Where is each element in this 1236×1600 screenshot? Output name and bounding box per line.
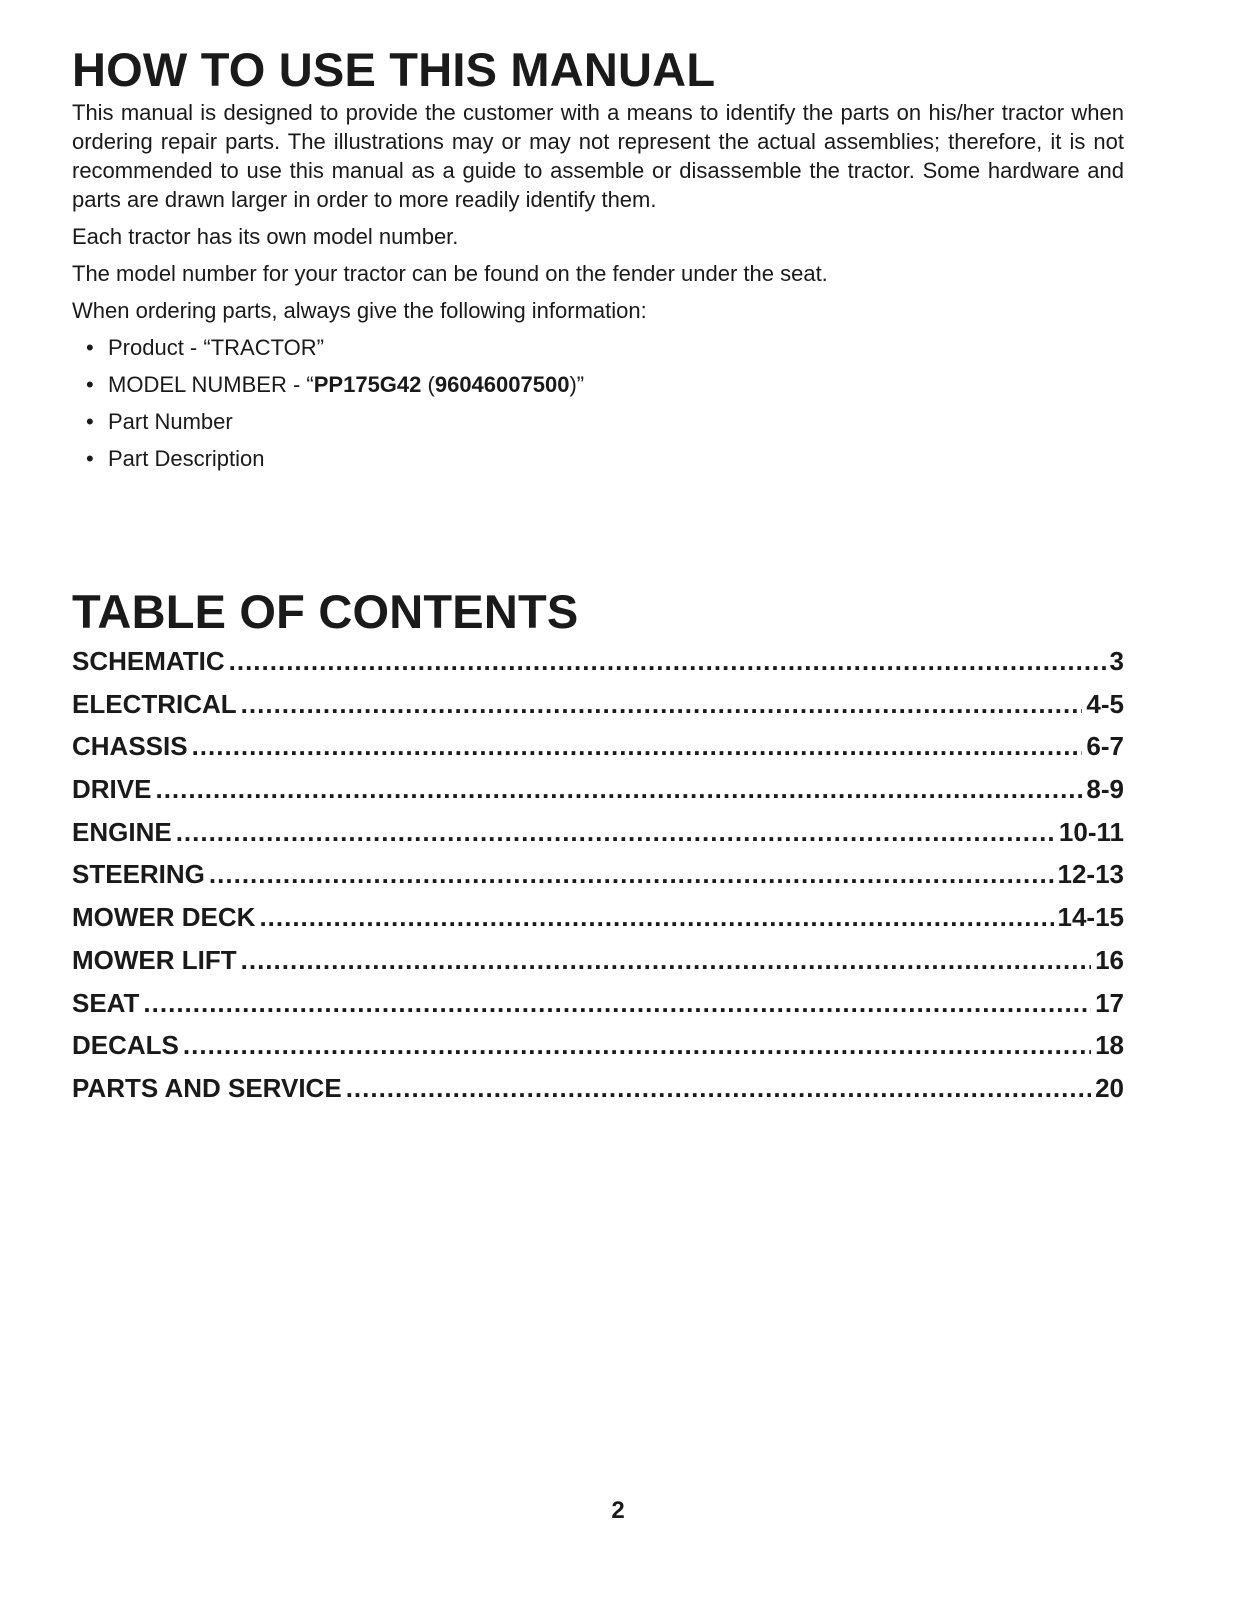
bullet-icon: • bbox=[86, 409, 94, 434]
toc-entry-parts-and-service[interactable] bbox=[72, 1073, 1124, 1116]
toc-leader-dots bbox=[346, 1073, 1091, 1103]
toc-entry-seat[interactable] bbox=[72, 988, 1124, 1031]
how-to-use-section bbox=[72, 44, 1124, 481]
part-description-text: Part Description bbox=[108, 446, 265, 471]
model-number-note: Each tractor has its own model number. bbox=[72, 224, 459, 249]
toc-entry-decals[interactable] bbox=[72, 1030, 1124, 1073]
toc-leader-dots bbox=[143, 988, 1091, 1018]
toc-entry-page: 12-13 bbox=[1057, 859, 1124, 890]
toc-entry-mower-deck[interactable] bbox=[72, 902, 1124, 945]
list-item-model-number bbox=[72, 370, 1124, 399]
toc-entry-title: DRIVE bbox=[72, 774, 152, 805]
toc-entry-page: 14-15 bbox=[1057, 902, 1124, 933]
toc-entry-title: CHASSIS bbox=[72, 731, 188, 762]
toc-entry-page: 17 bbox=[1095, 987, 1124, 1018]
model-paren-close: )” bbox=[569, 372, 585, 397]
ordering-info-list bbox=[72, 333, 1124, 473]
model-location-note: The model number for your tractor can be found on the fender under the seat. bbox=[72, 261, 828, 286]
toc-leader-dots bbox=[192, 731, 1083, 761]
toc-entry-title: STEERING bbox=[72, 859, 205, 890]
toc-entry-electrical[interactable] bbox=[72, 689, 1124, 732]
toc-entry-schematic[interactable] bbox=[72, 646, 1124, 689]
model-serial: 96046007500 bbox=[434, 372, 570, 397]
toc-entry-page: 8-9 bbox=[1086, 774, 1124, 805]
bullet-icon: • bbox=[86, 446, 94, 471]
toc-entry-engine[interactable] bbox=[72, 817, 1124, 860]
toc-entry-page: 16 bbox=[1095, 944, 1124, 975]
toc-entry-page: 10-11 bbox=[1058, 816, 1124, 847]
toc-leader-dots bbox=[183, 1030, 1091, 1060]
model-code: PP175G42 bbox=[313, 372, 422, 397]
intro-paragraph: This manual is designed to provide the customer with a means to identify the parts on his/her tractor when ordering repair parts. The illustrations may or may not represent the actual assemblies; therefore, it is not recommended to use this manual as a guide to assemble or disassemble the tractor. Some hardware and parts are drawn larger in order to more readily identify them. bbox=[72, 100, 1124, 212]
toc-entry-steering[interactable] bbox=[72, 859, 1124, 902]
bullet-icon: • bbox=[86, 335, 94, 360]
model-number-label: MODEL NUMBER - “ bbox=[108, 372, 314, 397]
toc-leader-dots bbox=[155, 774, 1082, 804]
toc-entry-title: DECALS bbox=[72, 1030, 179, 1061]
how-to-use-heading: HOW TO USE THIS MANUAL bbox=[72, 43, 716, 96]
toc-entry-title: SEAT bbox=[72, 987, 140, 1018]
model-paren-open: ( bbox=[421, 372, 435, 397]
toc-entry-title: PARTS AND SERVICE bbox=[72, 1072, 342, 1103]
product-text: Product - “TRACTOR” bbox=[108, 335, 324, 360]
toc-entry-title: SCHEMATIC bbox=[72, 646, 225, 676]
toc-entry-title: MOWER LIFT bbox=[72, 944, 237, 975]
toc-entry-title: ENGINE bbox=[72, 816, 172, 847]
bullet-icon: • bbox=[86, 372, 94, 397]
table-of-contents bbox=[72, 586, 1124, 1116]
part-number-text: Part Number bbox=[108, 409, 233, 434]
toc-leader-dots bbox=[241, 689, 1083, 719]
toc-entry-title: MOWER DECK bbox=[72, 902, 256, 933]
list-item-part-description bbox=[72, 444, 1124, 473]
toc-entry-title: ELECTRICAL bbox=[72, 688, 237, 719]
toc-leader-dots bbox=[229, 646, 1106, 676]
list-item-product bbox=[72, 333, 1124, 362]
page-number: 2 bbox=[611, 1497, 625, 1524]
toc-entry-page: 18 bbox=[1095, 1030, 1124, 1061]
ordering-instructions: When ordering parts, always give the following information: bbox=[72, 298, 647, 323]
toc-leader-dots bbox=[259, 902, 1053, 932]
toc-entry-chassis[interactable] bbox=[72, 731, 1124, 774]
toc-entry-page: 3 bbox=[1109, 646, 1124, 676]
toc-entry-page: 4-5 bbox=[1086, 688, 1124, 719]
toc-entry-mower-lift[interactable] bbox=[72, 945, 1124, 988]
toc-entry-page: 20 bbox=[1095, 1072, 1124, 1103]
toc-entry-page: 6-7 bbox=[1086, 731, 1124, 762]
toc-leader-dots bbox=[176, 817, 1055, 847]
toc-leader-dots bbox=[209, 859, 1054, 889]
toc-leader-dots bbox=[241, 945, 1091, 975]
list-item-part-number bbox=[72, 407, 1124, 436]
toc-heading: TABLE OF CONTENTS bbox=[72, 585, 579, 638]
toc-entry-drive[interactable] bbox=[72, 774, 1124, 817]
